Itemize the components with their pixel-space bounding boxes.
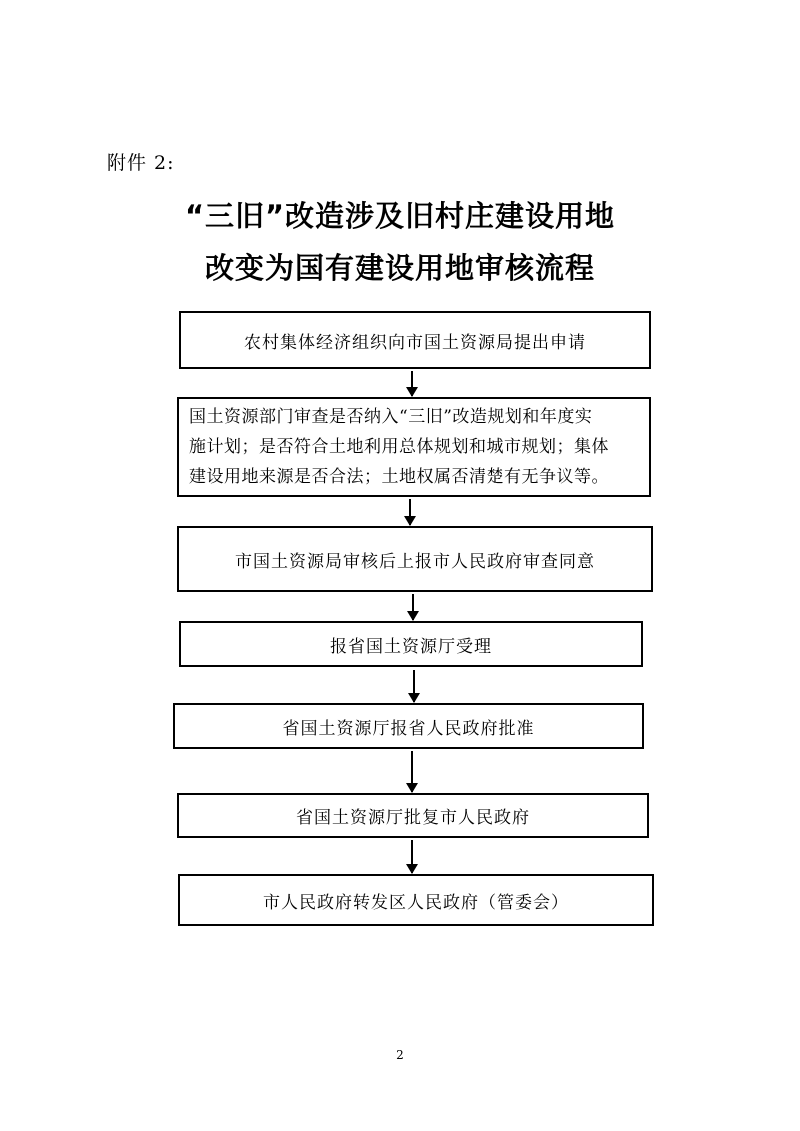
flow-step-5-text: 省国土资源厅报省人民政府批准 (282, 718, 535, 739)
flow-step-2-text (189, 402, 609, 492)
flow-step-5 (173, 703, 644, 749)
flow-step-2 (177, 397, 651, 497)
flow-step-6 (177, 793, 649, 838)
flow-step-4-text: 报省国土资源厅受理 (330, 636, 492, 657)
flow-step-1-text: 农村集体经济组织向市国土资源局提出申请 (244, 332, 586, 353)
attachment-label: 附件 2: (107, 152, 175, 174)
flow-step-7 (178, 874, 654, 926)
flow-step-3-text: 市国土资源局审核后上报市人民政府审查同意 (235, 551, 595, 572)
flow-arrow-2 (409, 499, 411, 525)
flow-arrow-5 (411, 751, 413, 792)
flow-step-2-line-3: 建设用地来源是否合法；土地权属否清楚有无争议等。 (189, 467, 609, 487)
flow-arrow-3 (412, 594, 414, 620)
page-number: 2 (396, 1048, 404, 1062)
flow-step-7-text: 市人民政府转发区人民政府（管委会） (263, 892, 569, 913)
flow-step-2-line-2: 施计划；是否符合土地利用总体规划和城市规划；集体 (189, 437, 609, 457)
flow-step-6-text: 省国土资源厅批复市人民政府 (296, 808, 530, 828)
flow-step-1 (179, 311, 651, 369)
flow-step-2-line-1: 国土资源部门审查是否纳入“三旧”改造规划和年度实 (189, 407, 593, 427)
flow-arrow-1 (411, 371, 413, 396)
flow-arrow-4 (413, 670, 415, 702)
flow-step-4 (179, 621, 643, 667)
title-line-1: “三旧”改造涉及旧村庄建设用地 (184, 199, 616, 233)
title-line-2: 改变为国有建设用地审核流程 (204, 251, 595, 285)
flow-step-3 (177, 526, 653, 592)
flow-arrow-6 (411, 840, 413, 873)
